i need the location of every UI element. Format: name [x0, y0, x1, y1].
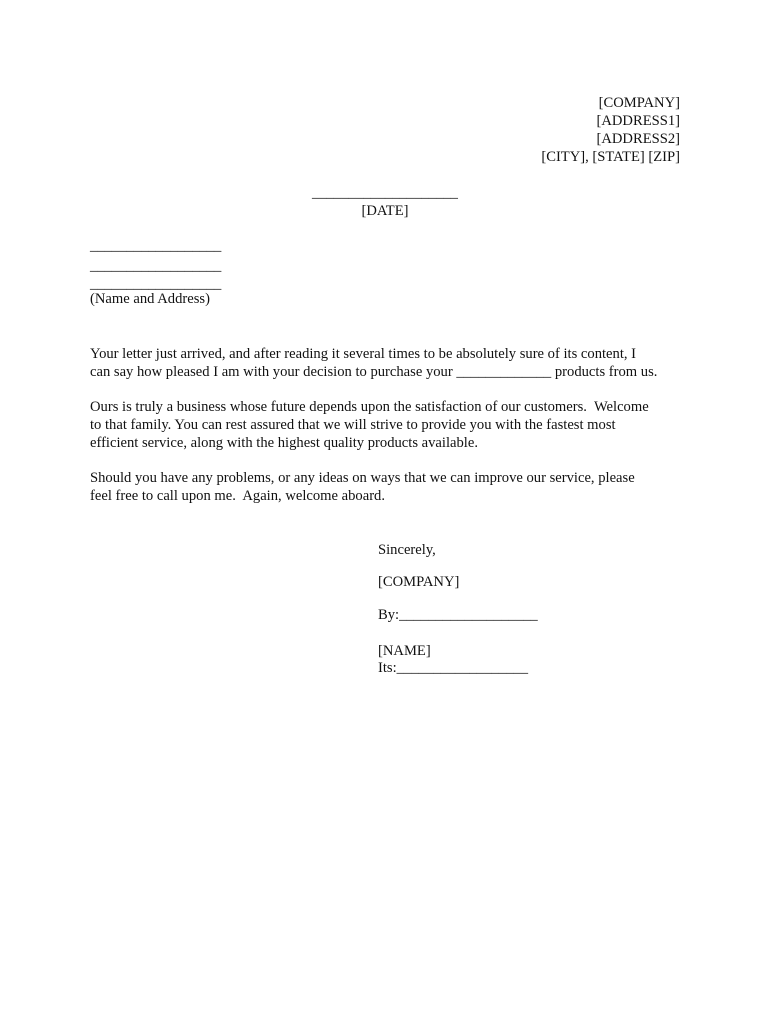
sender-city-state-zip: [CITY], [STATE] [ZIP]	[541, 149, 680, 165]
signature-its-line: Its:__________________	[378, 660, 528, 676]
recipient-blank-2: __________________	[90, 258, 222, 274]
body-paragraph-2-line-2: to that family. You can rest assured that we will strive to provide you with the fastest most	[90, 417, 616, 433]
signature-company: [COMPANY]	[378, 574, 460, 590]
body-paragraph-1-line-1: Your letter just arrived, and after reading it several times to be absolutely sure of its content, I	[90, 346, 637, 362]
date-blank: ____________________	[312, 185, 458, 201]
body-paragraph-3-line-1: Should you have any problems, or any ideas on ways that we can improve our service, please	[90, 470, 635, 486]
recipient-blank-1: __________________	[90, 238, 222, 254]
body-paragraph-3-line-2: feel free to call upon me. Again, welcome aboard.	[90, 488, 385, 504]
body-paragraph-2-line-1: Ours is truly a business whose future depends upon the satisfaction of our customers. Welcome	[90, 399, 649, 415]
sender-address2: [ADDRESS2]	[596, 131, 680, 147]
recipient-label: (Name and Address)	[90, 291, 210, 307]
closing: Sincerely,	[378, 542, 436, 558]
recipient-blank-3: __________________	[90, 276, 222, 292]
signature-name: [NAME]	[378, 643, 431, 659]
sender-company: [COMPANY]	[598, 95, 680, 111]
body-paragraph-2-line-3: efficient service, along with the highest quality products available.	[90, 435, 478, 451]
signature-by-line: By:___________________	[378, 607, 538, 623]
date-label: [DATE]	[361, 203, 409, 219]
sender-address1: [ADDRESS1]	[596, 113, 680, 129]
body-paragraph-1-line-2: can say how pleased I am with your decision to purchase your _____________ products from us.	[90, 364, 658, 380]
